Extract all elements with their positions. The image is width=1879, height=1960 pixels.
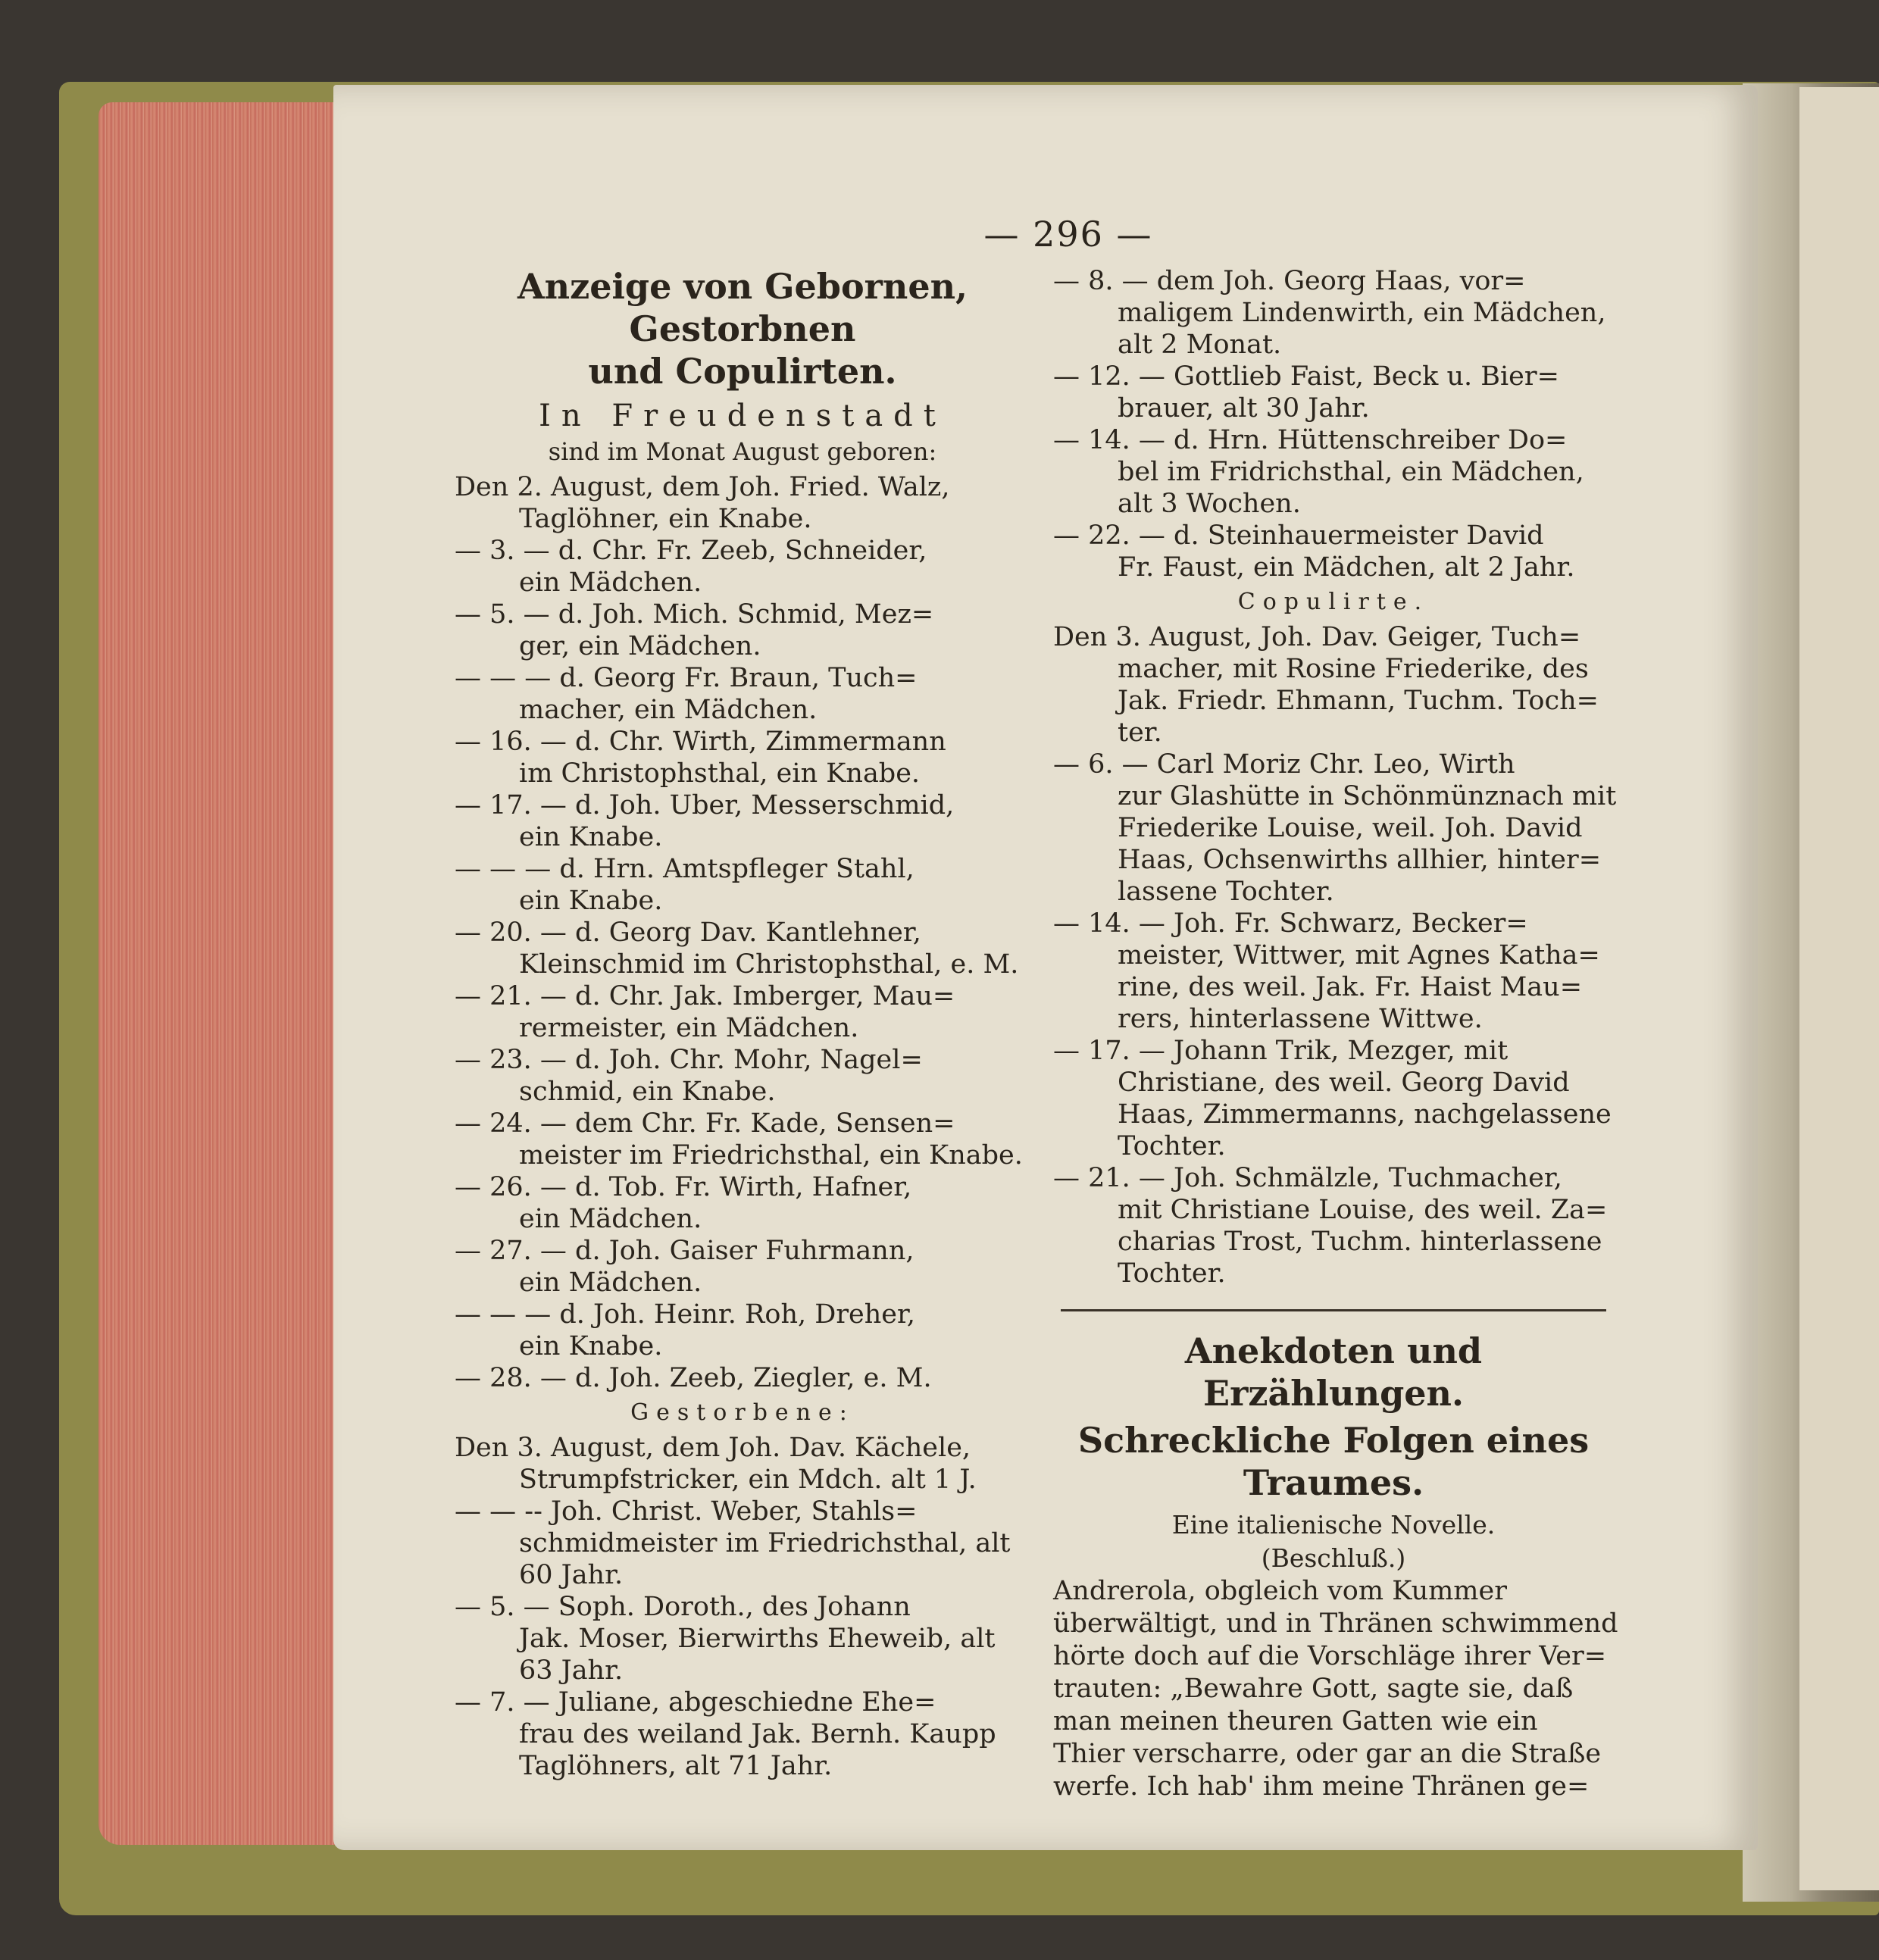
- entry-line: macher, ein Mädchen.: [519, 695, 818, 725]
- section-divider: [1061, 1309, 1606, 1311]
- entry-line: — 12. — Gottlieb Faist, Beck u. Bier=: [1053, 361, 1559, 392]
- entry-line: — 8. — dem Joh. Georg Haas, vor=: [1053, 266, 1526, 296]
- birth-entry: [455, 535, 1030, 599]
- entry-line: — 21. — d. Chr. Jak. Imberger, Mau=: [455, 981, 955, 1011]
- entry-line: im Christophsthal, ein Knabe.: [519, 758, 921, 789]
- births-intro: sind im Monat August geboren:: [548, 437, 937, 466]
- entry-line: brauer, alt 30 Jahr.: [1118, 393, 1370, 424]
- entry-line: — 3. — d. Chr. Fr. Zeeb, Schneider,: [455, 536, 927, 566]
- marriage-entry: [1053, 908, 1614, 1035]
- marriage-entry: [1053, 621, 1614, 749]
- births-list: [455, 471, 1030, 1394]
- entry-line: rers, hinterlassene Wittwe.: [1118, 1004, 1483, 1034]
- birth-entry: [455, 726, 1030, 789]
- death-entry: [455, 1686, 1030, 1782]
- deaths-continued-list: [1053, 265, 1614, 583]
- entry-line: — — — d. Joh. Heinr. Roh, Dreher,: [455, 1299, 916, 1330]
- entry-line: Haas, Zimmermanns, nachgelassene: [1118, 1099, 1612, 1130]
- death-entry: [455, 1591, 1030, 1686]
- entry-line: — 17. — d. Joh. Uber, Messerschmid,: [455, 790, 955, 821]
- story-line: trauten: „Bewahre Gott, sagte sie, daß: [1053, 1674, 1574, 1704]
- entry-line: frau des weiland Jak. Bernh. Kaupp: [519, 1719, 996, 1749]
- entry-line: 60 Jahr.: [519, 1560, 624, 1590]
- birth-entry: [455, 1235, 1030, 1299]
- birth-entry: [455, 1362, 1030, 1394]
- entry-line: mit Christiane Louise, des weil. Za=: [1118, 1195, 1608, 1225]
- entry-line: — — — d. Hrn. Amtspfleger Stahl,: [455, 854, 914, 884]
- entry-line: — 14. — d. Hrn. Hüttenschreiber Do=: [1053, 425, 1568, 455]
- entry-line: meister im Friedrichsthal, ein Knabe.: [519, 1140, 1023, 1171]
- entry-line: — — -- Joh. Christ. Weber, Stahls=: [455, 1496, 918, 1527]
- heading-line-2: und Copulirten.: [588, 351, 897, 392]
- entry-line: — 26. — d. Tob. Fr. Wirth, Hafner,: [455, 1172, 912, 1202]
- entry-line: Jak. Friedr. Ehmann, Tuchm. Toch=: [1118, 686, 1599, 716]
- entry-line: Jak. Moser, Bierwirths Eheweib, alt: [519, 1624, 996, 1654]
- page-edges: [98, 102, 345, 1845]
- right-column: [1053, 265, 1618, 1803]
- death-entry: [1053, 265, 1614, 361]
- entry-line: — 7. — Juliane, abgeschiedne Ehe=: [455, 1687, 936, 1718]
- entry-line: — 6. — Carl Moriz Chr. Leo, Wirth: [1053, 749, 1515, 780]
- marriages-heading: Copulirte.: [1237, 589, 1430, 615]
- entry-line: — 22. — d. Steinhauermeister David: [1053, 520, 1544, 551]
- entry-line: Strumpfstricker, ein Mdch. alt 1 J.: [519, 1465, 977, 1495]
- facing-page-edge: [1799, 87, 1879, 1890]
- birth-entry: [455, 662, 1030, 726]
- entry-line: meister, Wittwer, mit Agnes Katha=: [1118, 940, 1600, 971]
- entry-line: macher, mit Rosine Friederike, des: [1118, 654, 1589, 684]
- register-heading: [455, 265, 1030, 392]
- entry-line: ein Mädchen.: [519, 567, 702, 598]
- entry-line: ein Mädchen.: [519, 1268, 702, 1298]
- entry-line: Fr. Faust, ein Mädchen, alt 2 Jahr.: [1118, 552, 1575, 583]
- entry-line: — 23. — d. Joh. Chr. Mohr, Nagel=: [455, 1045, 923, 1075]
- entry-line: ein Mädchen.: [519, 1204, 702, 1234]
- entry-line: — 27. — d. Joh. Gaiser Fuhrmann,: [455, 1236, 914, 1266]
- entry-line: — 28. — d. Joh. Zeeb, Ziegler, e. M.: [455, 1363, 932, 1393]
- entry-line: — — — d. Georg Fr. Braun, Tuch=: [455, 663, 918, 693]
- marriages-list: [1053, 621, 1617, 1289]
- death-entry: [1053, 424, 1614, 520]
- entry-line: lassene Tochter.: [1118, 877, 1334, 907]
- birth-entry: [455, 853, 1030, 917]
- entry-line: rine, des weil. Jak. Fr. Haist Mau=: [1118, 972, 1583, 1002]
- entry-line: Friederike Louise, weil. Joh. David: [1118, 813, 1583, 843]
- story-line: Andrerola, obgleich vom Kummer: [1053, 1576, 1507, 1606]
- entry-line: ein Knabe.: [519, 1331, 663, 1361]
- heading-line-1: Anzeige von Gebornen, Gestorbnen: [517, 266, 968, 349]
- entry-line: Christiane, des weil. Georg David: [1118, 1068, 1570, 1098]
- entry-line: ter.: [1118, 717, 1162, 748]
- marriage-entry: [1053, 1162, 1614, 1289]
- deaths-list: [455, 1432, 1030, 1782]
- entry-line: ein Knabe.: [519, 822, 663, 852]
- birth-entry: [455, 980, 1030, 1044]
- entry-line: — 21. — Joh. Schmälzle, Tuchmacher,: [1053, 1163, 1562, 1193]
- entry-line: rermeister, ein Mädchen.: [519, 1013, 859, 1043]
- entry-line: — 16. — d. Chr. Wirth, Zimmermann: [455, 727, 946, 757]
- birth-entry: [455, 599, 1030, 662]
- entry-line: — 24. — dem Chr. Fr. Kade, Sensen=: [455, 1108, 955, 1139]
- deaths-heading: Gestorbene:: [630, 1399, 855, 1426]
- birth-entry: [455, 1171, 1030, 1235]
- entry-line: — 5. — Soph. Doroth., des Johann: [455, 1592, 911, 1622]
- story-subtitle: Eine italienische Novelle.: [1171, 1510, 1496, 1540]
- story-line: man meinen theuren Gatten wie ein: [1053, 1706, 1538, 1736]
- entry-line: alt 3 Wochen.: [1118, 489, 1301, 519]
- page-number: — 296 —: [983, 214, 1153, 255]
- marriage-entry: [1053, 749, 1617, 908]
- entry-line: — 5. — d. Joh. Mich. Schmid, Mez=: [455, 599, 934, 630]
- entry-line: zur Glashütte in Schönmünznach mit: [1118, 781, 1617, 811]
- entry-line: ein Knabe.: [519, 886, 663, 916]
- entry-line: bel im Fridrichsthal, ein Mädchen,: [1118, 457, 1584, 487]
- entry-line: Taglöhners, alt 71 Jahr.: [519, 1751, 833, 1781]
- marriage-entry: [1053, 1035, 1614, 1162]
- entry-line: Haas, Ochsenwirths allhier, hinter=: [1118, 845, 1602, 875]
- entry-line: Den 3. August, Joh. Dav. Geiger, Tuch=: [1053, 622, 1581, 652]
- birth-entry: [455, 1299, 1030, 1362]
- death-entry: [1053, 520, 1614, 583]
- left-column: [455, 265, 1030, 1782]
- entry-line: Tochter.: [1118, 1258, 1226, 1289]
- section-heading: Anekdoten und Erzählungen.: [1184, 1330, 1483, 1414]
- story-line: werfe. Ich hab' ihm meine Thränen ge=: [1053, 1771, 1590, 1802]
- entry-line: 63 Jahr.: [519, 1655, 624, 1686]
- entry-line: alt 2 Monat.: [1118, 330, 1282, 360]
- story-line: überwältigt, und in Thränen schwimmend: [1053, 1608, 1618, 1639]
- story-line: Thier verscharre, oder gar an die Straße: [1053, 1739, 1602, 1769]
- death-entry: [1053, 361, 1614, 424]
- entry-line: — 20. — d. Georg Dav. Kantlehner,: [455, 917, 921, 948]
- entry-line: Den 3. August, dem Joh. Dav. Kächele,: [455, 1433, 971, 1463]
- birth-entry: [455, 1108, 1030, 1171]
- death-entry: [455, 1432, 1030, 1496]
- birth-entry: [455, 1044, 1030, 1108]
- entry-line: schmidmeister im Friedrichsthal, alt: [519, 1528, 1011, 1558]
- entry-line: ger, ein Mädchen.: [519, 631, 761, 661]
- entry-line: Den 2. August, dem Joh. Fried. Walz,: [455, 472, 950, 502]
- death-entry: [455, 1496, 1030, 1591]
- place-name: In Freudenstadt: [539, 399, 946, 433]
- birth-entry: [455, 789, 1030, 853]
- entry-line: Kleinschmid im Christophsthal, e. M.: [519, 949, 1019, 980]
- entry-line: — 17. — Johann Trik, Mezger, mit: [1053, 1036, 1509, 1066]
- birth-entry: [455, 917, 1030, 980]
- story-text: [1053, 1575, 1618, 1803]
- entry-line: Taglöhner, ein Knabe.: [519, 504, 812, 534]
- entry-line: schmid, ein Knabe.: [519, 1077, 776, 1107]
- entry-line: — 14. — Joh. Fr. Schwarz, Becker=: [1053, 908, 1528, 939]
- birth-entry: [455, 471, 1030, 535]
- entry-line: Tochter.: [1118, 1131, 1226, 1161]
- story-title: Schreckliche Folgen eines Traumes.: [1077, 1420, 1590, 1503]
- story-line: hörte doch auf die Vorschläge ihrer Ver=: [1053, 1641, 1607, 1671]
- story-note: (Beschluß.): [1261, 1543, 1406, 1573]
- entry-line: charias Trost, Tuchm. hinterlassene: [1118, 1227, 1602, 1257]
- entry-line: maligem Lindenwirth, ein Mädchen,: [1118, 298, 1606, 328]
